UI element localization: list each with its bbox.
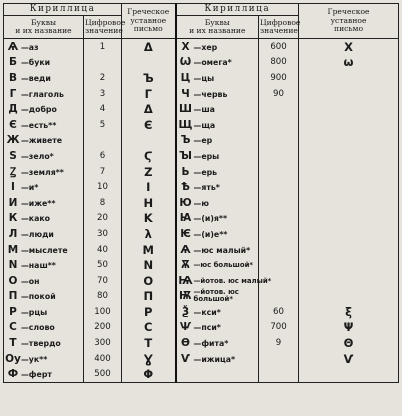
left-letter-cell xyxy=(4,164,84,180)
letter-name: —ять* xyxy=(193,183,220,193)
header-letters-left-text: Буквы и их название xyxy=(15,17,72,35)
greek-letter xyxy=(299,133,399,149)
greek-letter: λ xyxy=(122,226,176,242)
cyrillic-letter: Ь xyxy=(181,165,190,178)
letter-name: —юс большой* xyxy=(193,261,254,270)
letter-name: —мыслете xyxy=(21,245,68,255)
numeric-value xyxy=(84,55,122,71)
greek-letter xyxy=(122,133,176,149)
right-letter-cell xyxy=(176,101,259,117)
letter-name: —ижица* xyxy=(193,354,236,364)
left-letter-cell xyxy=(4,351,84,367)
left-letter-cell xyxy=(4,226,84,242)
cyrillic-letter: І xyxy=(11,181,15,194)
greek-letter: Η xyxy=(122,195,176,211)
greek-letter xyxy=(299,164,399,180)
left-letter-cell xyxy=(4,70,84,86)
left-letter-cell xyxy=(4,289,84,305)
greek-letter: С xyxy=(122,320,176,336)
numeric-value: 10 xyxy=(84,179,122,195)
greek-letter: Τ xyxy=(122,335,176,351)
letter-name: —есть** xyxy=(21,120,57,130)
right-letter-cell xyxy=(176,335,259,351)
greek-letter xyxy=(299,117,399,133)
left-letter-cell xyxy=(4,195,84,211)
header-greek-right xyxy=(299,4,399,39)
letter-name: —земля** xyxy=(21,167,64,177)
greek-letter: Ѵ xyxy=(299,351,399,367)
numeric-value: 3 xyxy=(84,86,122,102)
table-row xyxy=(4,242,399,258)
cyrillic-letter: Ѧ xyxy=(180,243,191,256)
numeric-value: 60 xyxy=(259,304,299,320)
cyrillic-letter: Ѩ xyxy=(178,274,193,287)
letter-name: —веди xyxy=(21,73,51,83)
greek-letter xyxy=(299,257,399,273)
table-body xyxy=(4,39,399,383)
letter-name: —ферт xyxy=(21,370,52,380)
table-row xyxy=(4,257,399,273)
letter-name: —фита* xyxy=(193,339,229,349)
cyrillic-letter: В xyxy=(8,71,17,84)
right-letter-cell xyxy=(176,70,259,86)
numeric-value: 20 xyxy=(84,211,122,227)
letter-name: —слово xyxy=(21,323,55,333)
header-letters-left xyxy=(4,16,84,39)
cyrillic-letter: П xyxy=(8,290,18,303)
right-letter-cell xyxy=(176,164,259,180)
numeric-value: 1 xyxy=(84,39,122,55)
letter-name: —еры xyxy=(193,151,220,161)
cyrillic-letter: Ѭ xyxy=(179,289,192,302)
empty-cell xyxy=(259,366,299,382)
numeric-value: 700 xyxy=(259,320,299,336)
table-row xyxy=(4,148,399,164)
numeric-value xyxy=(259,179,299,195)
right-letter-cell xyxy=(176,351,259,367)
left-letter-cell xyxy=(4,366,84,382)
cyrillic-letter: И xyxy=(8,196,18,209)
cyrillic-letter: Ц xyxy=(180,71,191,84)
letter-name: —омега* xyxy=(193,58,232,68)
letter-name: —иже** xyxy=(21,198,56,208)
numeric-value: 30 xyxy=(84,226,122,242)
numeric-value: 6 xyxy=(84,148,122,164)
left-letter-cell xyxy=(4,101,84,117)
greek-letter: Ϛ xyxy=(122,148,176,164)
cyrillic-letter: Л xyxy=(8,227,18,240)
greek-letter xyxy=(299,70,399,86)
left-letter-cell xyxy=(4,179,84,195)
cyrillic-letter: Ѵ xyxy=(181,352,190,365)
cyrillic-letter: Оу xyxy=(5,352,21,365)
cyrillic-letter: Ѡ xyxy=(179,56,192,69)
cyrillic-letter: Ф xyxy=(7,368,19,381)
right-letter-cell xyxy=(176,304,259,320)
letter-name: —йотов. юс малый* xyxy=(193,276,272,285)
left-letter-cell xyxy=(4,257,84,273)
numeric-value xyxy=(259,195,299,211)
greek-letter: Δ xyxy=(122,39,176,55)
alphabet-table-page xyxy=(3,3,398,410)
cyrillic-letter: Т xyxy=(9,337,17,350)
letter-name: —червь xyxy=(193,89,228,99)
numeric-value: 40 xyxy=(84,242,122,258)
cyrillic-letter: Ѕ xyxy=(9,149,17,162)
numeric-value xyxy=(259,226,299,242)
numeric-value: 7 xyxy=(84,164,122,180)
table-row xyxy=(4,211,399,227)
letter-name: —ща xyxy=(193,120,216,130)
cyrillic-letter: Р xyxy=(9,305,17,318)
numeric-value: 400 xyxy=(84,351,122,367)
letter-name: —люди xyxy=(21,229,54,239)
numeric-value: 200 xyxy=(84,320,122,336)
cyrillic-letter: Ъ xyxy=(180,134,191,147)
left-letter-cell xyxy=(4,39,84,55)
header-letters-right-text: Буквы и их название xyxy=(189,17,246,35)
cyrillic-letter: Ш xyxy=(179,103,192,116)
right-letter-cell xyxy=(176,117,259,133)
cyrillic-letter: Ѱ xyxy=(179,321,192,334)
numeric-value: 800 xyxy=(259,55,299,71)
numeric-value: 100 xyxy=(84,304,122,320)
numeric-value: 500 xyxy=(84,366,122,382)
letter-name: —ша xyxy=(193,105,215,115)
numeric-value: 5 xyxy=(84,117,122,133)
letter-name: —пси* xyxy=(193,323,221,333)
table-row xyxy=(4,195,399,211)
letter-name: —живете xyxy=(21,136,63,146)
table-row xyxy=(4,351,399,367)
cyrillic-letter: Ч xyxy=(181,87,190,100)
right-letter-cell xyxy=(176,257,259,273)
right-letter-cell xyxy=(176,320,259,336)
greek-letter: Є xyxy=(122,117,176,133)
greek-letter xyxy=(299,195,399,211)
letter-name: —покой xyxy=(21,292,56,302)
greek-letter: Γ xyxy=(122,86,176,102)
numeric-value xyxy=(259,164,299,180)
greek-letter: Π xyxy=(122,289,176,305)
greek-letter xyxy=(299,179,399,195)
cyrillic-letter: Ѣ xyxy=(181,181,190,194)
table-row xyxy=(4,335,399,351)
right-letter-cell xyxy=(176,211,259,227)
cyrillic-letter: Ѧ xyxy=(7,40,19,53)
table-row xyxy=(4,164,399,180)
table-row xyxy=(4,366,399,382)
numeric-value xyxy=(259,211,299,227)
numeric-value: 50 xyxy=(84,257,122,273)
left-letter-cell xyxy=(4,148,84,164)
left-letter-cell xyxy=(4,55,84,71)
header-greek-left xyxy=(122,4,176,39)
numeric-value: 8 xyxy=(84,195,122,211)
header-cyrillic-right: Кириллица xyxy=(176,4,299,16)
header-numeric-left-text: Цифровое значение xyxy=(85,17,126,35)
greek-letter: ξ xyxy=(299,304,399,320)
greek-letter xyxy=(299,86,399,102)
left-letter-cell xyxy=(4,273,84,289)
header-numeric-left xyxy=(84,16,126,39)
left-letter-cell xyxy=(4,117,84,133)
greek-letter: Θ xyxy=(299,335,399,351)
cyrillic-alphabet-table xyxy=(3,3,399,383)
cyrillic-letter: Д xyxy=(8,103,18,116)
right-letter-cell xyxy=(176,179,259,195)
letter-name: —йотов. юс большой* xyxy=(193,288,239,304)
table-row xyxy=(4,55,399,71)
left-letter-cell xyxy=(4,242,84,258)
numeric-value: 4 xyxy=(84,101,122,117)
table-row xyxy=(4,86,399,102)
empty-cell xyxy=(176,366,259,382)
letter-name: —ер xyxy=(193,136,213,146)
cyrillic-letter: Г xyxy=(9,87,17,100)
greek-letter: Ζ xyxy=(122,164,176,180)
cyrillic-letter: N xyxy=(8,259,18,272)
cyrillic-letter: Ꙁ xyxy=(9,165,17,178)
right-letter-cell xyxy=(176,289,259,305)
letter-name: —добро xyxy=(21,105,57,115)
right-letter-cell xyxy=(176,55,259,71)
cyrillic-letter: К xyxy=(8,212,18,225)
letter-name: —како xyxy=(21,214,50,224)
table-row xyxy=(4,226,399,242)
greek-letter: Ъ xyxy=(122,70,176,86)
table-row xyxy=(4,70,399,86)
right-letter-cell xyxy=(176,133,259,149)
numeric-value xyxy=(259,101,299,117)
numeric-value: 900 xyxy=(259,70,299,86)
greek-letter: Μ xyxy=(122,242,176,258)
greek-letter: Δ xyxy=(122,101,176,117)
numeric-value xyxy=(259,351,299,367)
cyrillic-letter: Ѥ xyxy=(180,227,191,240)
empty-cell xyxy=(299,366,399,382)
numeric-value xyxy=(259,242,299,258)
letter-name: —буки xyxy=(21,58,51,68)
table-row xyxy=(4,273,399,289)
cyrillic-letter: Є xyxy=(9,118,17,131)
table-row xyxy=(4,39,399,55)
cyrillic-letter: Ѫ xyxy=(181,259,190,272)
numeric-value: 600 xyxy=(259,39,299,55)
letter-name: —твердо xyxy=(21,339,61,349)
numeric-value xyxy=(259,148,299,164)
cyrillic-letter: Ѳ xyxy=(181,337,190,350)
greek-letter: Κ xyxy=(122,211,176,227)
left-letter-cell xyxy=(4,133,84,149)
table-row xyxy=(4,179,399,195)
greek-letter: Ɣ xyxy=(122,351,176,367)
letter-name: —(и)е** xyxy=(193,229,228,239)
numeric-value xyxy=(84,133,122,149)
numeric-value: 2 xyxy=(84,70,122,86)
letter-name: —ук** xyxy=(21,354,48,364)
greek-letter: Ι xyxy=(122,179,176,195)
numeric-value: 80 xyxy=(84,289,122,305)
cyrillic-letter: Ꙗ xyxy=(179,212,192,225)
right-letter-cell xyxy=(176,39,259,55)
numeric-value: 90 xyxy=(259,86,299,102)
table-row xyxy=(4,101,399,117)
header-numeric-right xyxy=(259,16,299,39)
letter-name: —и* xyxy=(21,183,39,193)
right-letter-cell xyxy=(176,86,259,102)
cyrillic-letter: Б xyxy=(8,56,17,69)
left-letter-cell xyxy=(4,335,84,351)
table-row xyxy=(4,304,399,320)
cyrillic-letter: Ю xyxy=(179,196,192,209)
greek-letter: Ν xyxy=(122,257,176,273)
numeric-value: 300 xyxy=(84,335,122,351)
table-row xyxy=(4,320,399,336)
right-letter-cell xyxy=(176,195,259,211)
letter-name: —рцы xyxy=(21,307,48,317)
letter-name: —кси* xyxy=(193,307,221,317)
right-letter-cell xyxy=(176,148,259,164)
cyrillic-letter: Щ xyxy=(178,118,193,131)
numeric-value xyxy=(259,257,299,273)
table-row xyxy=(4,289,399,305)
cyrillic-letter: Ж xyxy=(6,134,20,147)
greek-letter xyxy=(299,289,399,305)
cyrillic-letter: Ѯ xyxy=(181,305,190,318)
greek-letter: Ψ xyxy=(299,320,399,336)
greek-letter xyxy=(299,101,399,117)
table-row xyxy=(4,133,399,149)
greek-letter: Ο xyxy=(122,273,176,289)
left-letter-cell xyxy=(4,304,84,320)
left-letter-cell xyxy=(4,86,84,102)
greek-letter xyxy=(299,273,399,289)
numeric-value: 9 xyxy=(259,335,299,351)
greek-letter xyxy=(122,55,176,71)
greek-letter xyxy=(299,242,399,258)
greek-letter: Χ xyxy=(299,39,399,55)
letter-name: —ерь xyxy=(193,167,218,177)
letter-name: —(и)я** xyxy=(193,214,228,224)
letter-name: —аз xyxy=(21,42,39,52)
greek-letter xyxy=(299,211,399,227)
header-numeric-right-text: Цифровое значение xyxy=(260,17,301,35)
greek-letter xyxy=(299,148,399,164)
greek-letter xyxy=(299,226,399,242)
header-greek-left-text: Греческое уставное письмо xyxy=(127,7,170,34)
letter-name: —он xyxy=(21,276,40,286)
letter-name: —хер xyxy=(193,42,218,52)
cyrillic-letter: М xyxy=(7,243,19,256)
letter-name: —глаголь xyxy=(21,89,64,99)
letter-name: —зело* xyxy=(21,151,54,161)
cyrillic-letter: С xyxy=(9,321,17,334)
letter-name: —ю xyxy=(193,198,209,208)
greek-letter: ω xyxy=(299,55,399,71)
right-letter-cell xyxy=(176,226,259,242)
right-letter-cell xyxy=(176,242,259,258)
cyrillic-letter: О xyxy=(8,274,18,287)
left-letter-cell xyxy=(4,320,84,336)
header-cyrillic-left: Кириллица xyxy=(4,4,122,16)
numeric-value xyxy=(259,117,299,133)
letter-name: —цы xyxy=(193,73,215,83)
right-letter-cell xyxy=(176,273,272,289)
cyrillic-letter: Х xyxy=(181,40,190,53)
cyrillic-letter: Ꙑ xyxy=(179,149,192,162)
numeric-value xyxy=(259,133,299,149)
greek-letter: Ρ xyxy=(122,304,176,320)
header-letters-right xyxy=(176,16,259,39)
letter-name: —наш** xyxy=(21,261,56,271)
left-letter-cell xyxy=(4,211,84,227)
greek-letter: Φ xyxy=(122,366,176,382)
numeric-value: 70 xyxy=(84,273,122,289)
table-row xyxy=(4,117,399,133)
letter-name: —юс малый* xyxy=(193,245,251,255)
header-greek-right-text: Греческое уставное письмо xyxy=(327,7,370,34)
